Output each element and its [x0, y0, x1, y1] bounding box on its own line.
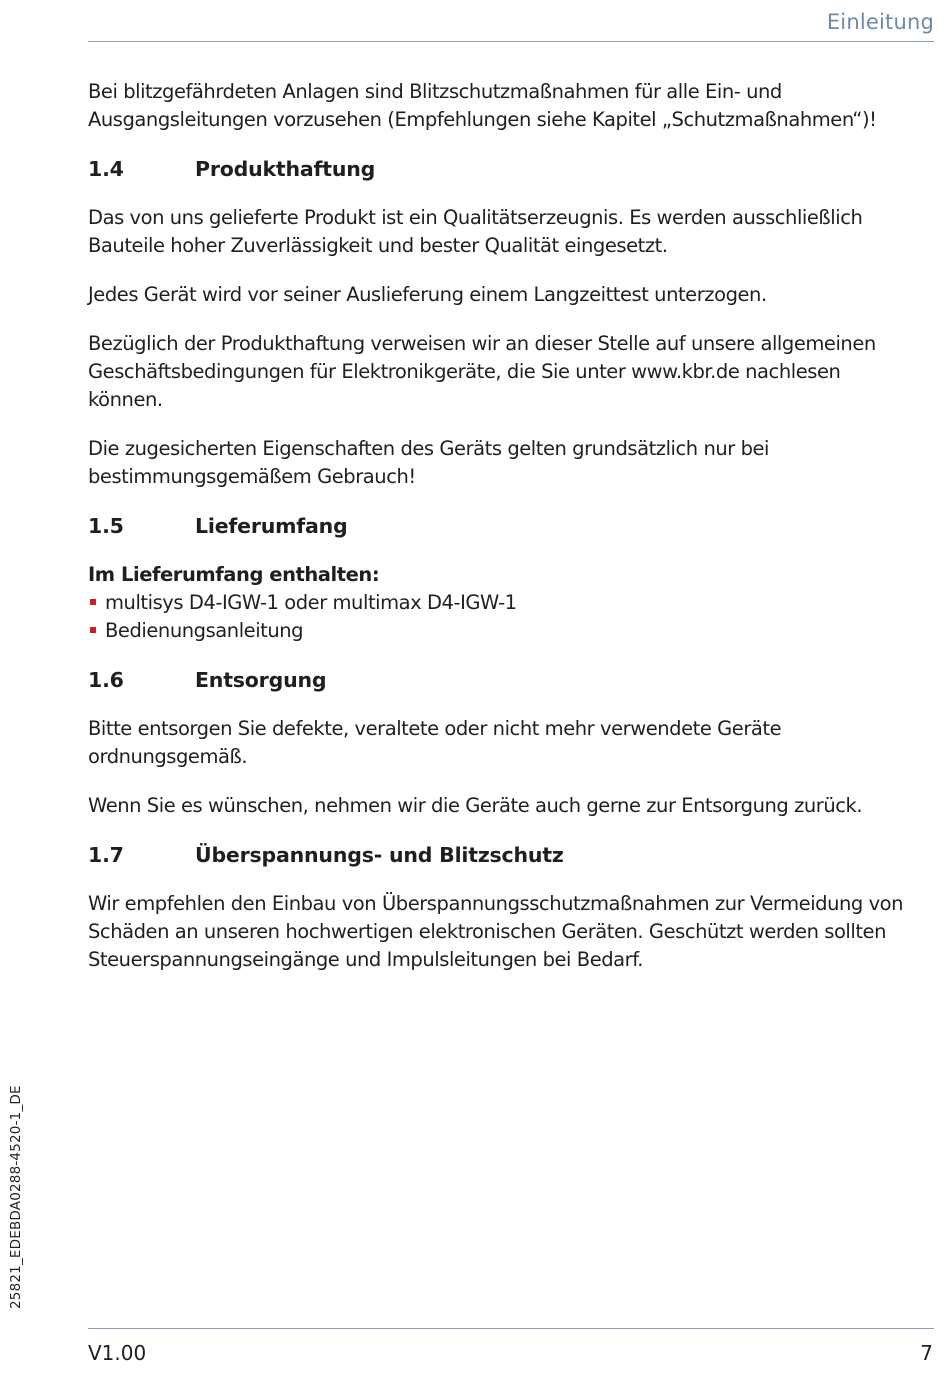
paragraph: Wir empfehlen den Einbau von Überspannungsschutzmaßnahmen zur Vermeidung von Schäden an unseren hochwertigen elektronischen Geräten. Geschützt werden sollten Steuerspannungseingänge und Impulsleitungen bei Bedarf.: [88, 892, 904, 971]
paragraph: Das von uns gelieferte Produkt ist ein Qualitätserzeugnis. Es werden ausschließlich Bauteile hoher Zuverlässigkeit und bester Qualität eingesetzt.: [88, 206, 863, 257]
section-heading-1-4: [88, 155, 918, 183]
footer-divider: [88, 1328, 934, 1329]
section-title: Entsorgung: [195, 668, 327, 692]
page-content: [88, 78, 918, 995]
section-number: 1.6: [88, 668, 124, 692]
paragraph: Wenn Sie es wünschen, nehmen wir die Geräte auch gerne zur Entsorgung zurück.: [88, 794, 863, 817]
page-number: 7: [920, 1341, 933, 1365]
section-title: Überspannungs- und Blitzschutz: [195, 843, 564, 867]
footer-version: V1.00: [88, 1341, 147, 1365]
section-title: Produkthaftung: [195, 157, 376, 181]
bullet-square-icon: [90, 627, 96, 633]
delivery-list: [88, 589, 918, 645]
list-item-text: multisys D4-IGW-1 oder multimax D4-IGW-1: [105, 591, 517, 614]
section-heading-1-7: [88, 841, 918, 869]
paragraph: Bezüglich der Produkthaftung verweisen wir an dieser Stelle auf unsere allgemeinen Geschäftsbedingungen für Elektronikgeräte, die Sie unter www.kbr.de nachlesen können.: [88, 332, 876, 411]
paragraph: Die zugesicherten Eigenschaften des Geräts gelten grundsätzlich nur bei bestimmungsgemäßem Gebrauch!: [88, 437, 770, 488]
section-heading-1-6: [88, 666, 918, 694]
document-code: 25821_EDEBDA0288-4520-1_DE: [8, 1085, 24, 1309]
section-number: 1.4: [88, 157, 124, 181]
section-title: Lieferumfang: [195, 514, 348, 538]
delivery-subheading: Im Lieferumfang enthalten:: [88, 563, 380, 586]
intro-paragraph: Bei blitzgefährdeten Anlagen sind Blitzschutzmaßnahmen für alle Ein- und Ausgangsleitungen vorzusehen (Empfehlungen siehe Kapitel „Schutzmaßnahmen“)!: [88, 80, 877, 131]
section-number: 1.5: [88, 514, 124, 538]
list-item: [88, 617, 918, 645]
paragraph: Jedes Gerät wird vor seiner Auslieferung einem Langzeittest unterzogen.: [88, 283, 767, 306]
bullet-square-icon: [90, 599, 96, 605]
section-number: 1.7: [88, 843, 124, 867]
header-section-title: Einleitung: [826, 10, 934, 34]
paragraph: Bitte entsorgen Sie defekte, veraltete oder nicht mehr verwendete Geräte ordnungsgemäß.: [88, 717, 782, 768]
list-item: [88, 589, 918, 617]
list-item-text: Bedienungsanleitung: [105, 619, 304, 642]
section-heading-1-5: [88, 512, 918, 540]
header-divider: [88, 41, 934, 42]
